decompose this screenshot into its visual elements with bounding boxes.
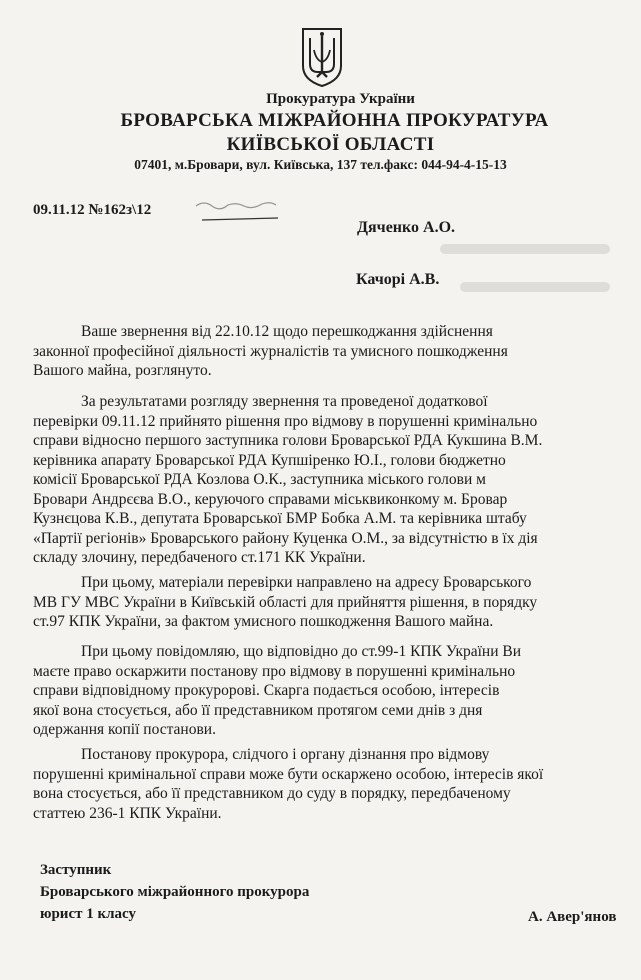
text-line: При цьому повідомляю, що відповідно до ст.99-1 КПК України Ви xyxy=(81,643,522,660)
trident-coat-of-arms-icon xyxy=(300,26,344,88)
text-line: комісії Броварської РДА Козлова О.К., заступника міського голови м xyxy=(33,471,486,488)
text-line: статтею 236-1 КПК України. xyxy=(33,804,222,822)
paragraph-2 xyxy=(33,392,641,568)
redacted-address-2 xyxy=(460,282,610,292)
text-line: Постанову прокурора, слідчого і органу дізнання про відмову xyxy=(81,746,490,763)
text-line: Кузнєцова К.В., депутата Броварської БМР Бобка А.М. та керівника штабу xyxy=(33,510,527,527)
text-line: маєте право оскаржити постанову про відмову в порушенні кримінально xyxy=(33,662,516,680)
text-line: перевірки 09.11.12 прийнято рішення про відмову в порушенні кримінально xyxy=(33,412,538,430)
text-line: порушенні кримінальної справи може бути оскаржено особою, інтересів якої xyxy=(33,765,544,783)
text-line: складу злочину, передбаченого ст.171 КК України. xyxy=(33,549,366,566)
handwritten-mark xyxy=(192,196,282,226)
text-line: якої вона стосується, або її представником протягом семи днів з дня xyxy=(33,701,483,719)
text-line: керівника апарату Броварської РДА Купшіренко Ю.І., голови бюджетно xyxy=(33,451,506,469)
text-line: Вашого майна, розглянуто. xyxy=(33,362,212,379)
redacted-address-1 xyxy=(440,244,610,254)
text-line: «Партії регіонів» Броварського району Куценка О.М., за відсутністю в їх дія xyxy=(33,529,538,547)
paragraph-1 xyxy=(33,322,641,381)
signer-rank: юрист 1 класу xyxy=(40,906,136,922)
text-line: Бровари Андрєєва В.О., керуючого справами міськвиконкому м. Бровар xyxy=(33,490,508,508)
text-line: законної професійної діяльності журналістів та умисного пошкодження xyxy=(33,342,508,360)
signer-name: А. Авер'янов xyxy=(528,909,617,925)
text-line: вона стосується, або її представником до суду в порядку, передбаченому xyxy=(33,785,511,802)
paragraph-5 xyxy=(33,745,641,823)
text-line: МВ ГУ МВС України в Київській області для прийняття рішення, в порядку xyxy=(33,593,538,611)
paragraph-3 xyxy=(33,573,641,632)
recipient-2: Качорі А.В. xyxy=(356,271,440,288)
org-region: КИЇВСЬКОЇ ОБЛАСТІ xyxy=(226,134,435,155)
outgoing-reference-number: 09.11.12 №162з\12 xyxy=(33,202,152,218)
org-address: 07401, м.Бровари, вул. Київська, 137 тел.факс: 044-94-4-15-13 xyxy=(134,157,507,172)
text-line: справи відповідному прокуророві. Скарга подається особою, інтересів xyxy=(33,682,500,699)
paragraph-4 xyxy=(33,642,641,740)
text-line: ст.97 КПК України, за фактом умисного пошкодження Вашого майна. xyxy=(33,613,494,630)
recipient-1: Дяченко А.О. xyxy=(357,219,456,236)
text-line: одержання копії постанови. xyxy=(33,721,216,738)
org-name: БРОВАРСЬКА МІЖРАЙОННА ПРОКУРАТУРА xyxy=(120,110,549,131)
text-line: За результатами розгляду звернення та проведеної додаткової xyxy=(81,393,488,410)
signer-position: Броварського міжрайонного прокурора xyxy=(40,884,310,900)
text-line: Ваше звернення від 22.10.12 щодо перешкоджання здійснення xyxy=(81,323,493,340)
signer-title: Заступник xyxy=(40,862,112,878)
org-parent-name: Прокуратура України xyxy=(266,91,415,107)
text-line: При цьому, матеріали перевірки направлено на адресу Броварського xyxy=(81,574,532,591)
text-line: справи відносно першого заступника голови Броварської РДА Кукшина В.М. xyxy=(33,432,543,449)
